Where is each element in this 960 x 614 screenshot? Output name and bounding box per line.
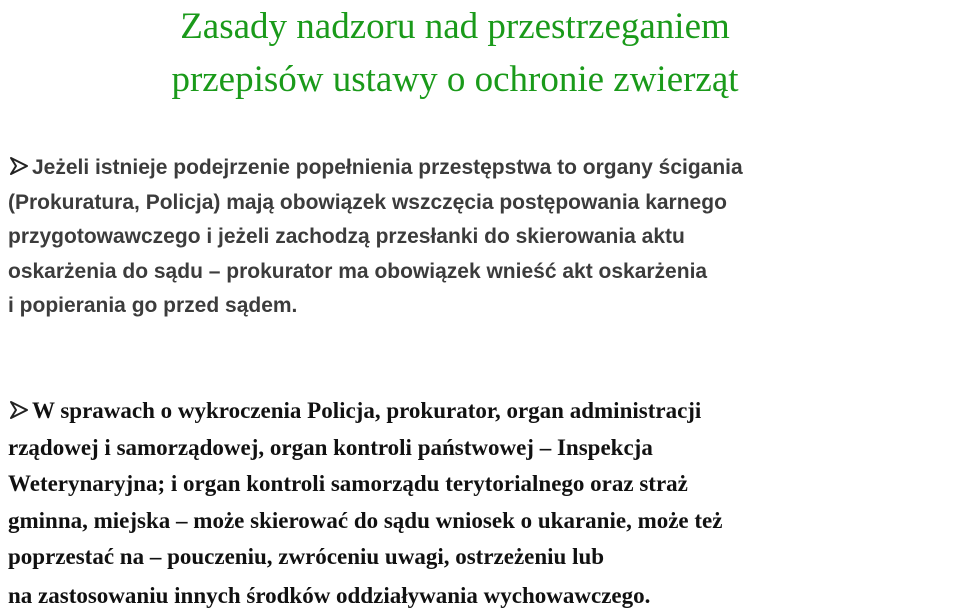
paragraph-1-line: i popierania go przed sądem.: [8, 289, 743, 324]
title-line-1: Zasady nadzoru nad przestrzeganiem: [0, 0, 910, 53]
paragraph-2-line: rządowej i samorządowej, organ kontroli państwowej – Inspekcja: [8, 430, 722, 467]
paragraph-prosecution: [8, 151, 743, 324]
paragraph-2-line: Weterynaryjna; i organ kontroli samorządu terytorialnego oraz straż: [8, 466, 722, 503]
paragraph-1-line: przygotowawczego i jeżeli zachodzą przesłanki do skierowania aktu: [8, 220, 743, 255]
slide-title: [0, 0, 910, 106]
paragraph-2-line: poprzestać na – pouczeniu, zwróceniu uwagi, ostrzeżeniu lub: [8, 539, 722, 576]
paragraph-misdemeanors: [8, 393, 722, 614]
title-line-2: przepisów ustawy o ochronie zwierząt: [0, 53, 910, 106]
arrow-bullet-icon: [8, 399, 30, 421]
paragraph-2-line: na zastosowaniu innych środków oddziaływania wychowawczego.: [8, 578, 722, 614]
paragraph-1-line: Jeżeli istnieje podejrzenie popełnienia przestępstwa to organy ścigania: [8, 151, 743, 186]
paragraph-2-line: W sprawach o wykroczenia Policja, prokurator, organ administracji: [8, 393, 722, 430]
paragraph-2-line: gminna, miejska – może skierować do sądu wniosek o ukaranie, może też: [8, 503, 722, 540]
paragraph-1-line: oskarżenia do sądu – prokurator ma obowiązek wnieść akt oskarżenia: [8, 255, 743, 290]
arrow-bullet-icon: [8, 155, 30, 177]
paragraph-1-line: (Prokuratura, Policja) mają obowiązek wszczęcia postępowania karnego: [8, 186, 743, 221]
